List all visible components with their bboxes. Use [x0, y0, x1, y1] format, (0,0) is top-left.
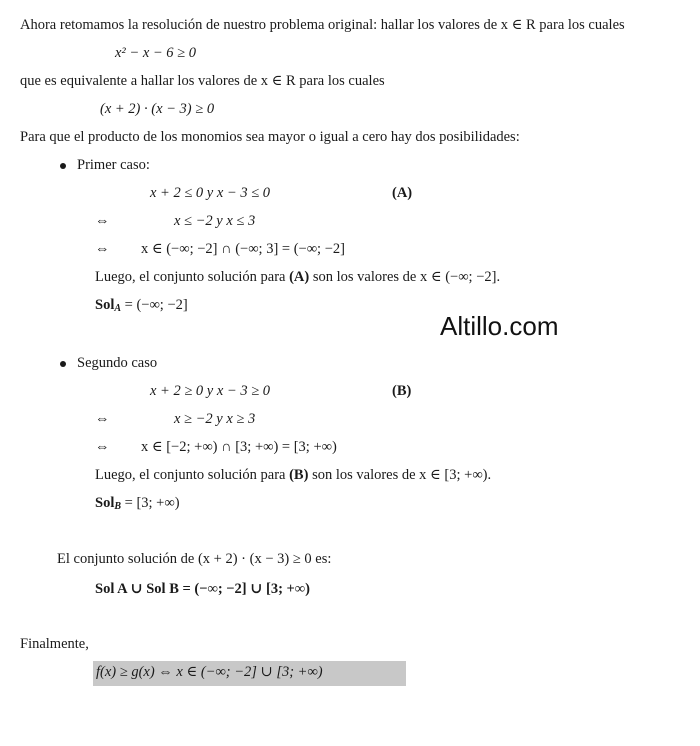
conclusion-label: (B) — [289, 467, 309, 483]
case-a-title: Primer caso: — [77, 157, 150, 173]
conclusion-text: Luego, el conjunto solución para — [95, 269, 286, 285]
conclusion-text: son los valores de x ∈ [3; +∞). — [312, 467, 492, 483]
conclusion-label: (A) — [289, 269, 310, 285]
case-b-title: Segundo caso — [77, 355, 158, 371]
case-a-step1: x + 2 ≤ 0 y x − 3 ≤ 0 — [150, 185, 271, 201]
case-b-label: (B) — [392, 383, 412, 399]
case-a-conclusion — [95, 269, 500, 286]
conclusion-text: son los valores de x ∈ (−∞; −2]. — [312, 269, 501, 285]
solution-value: = [3; +∞) — [124, 495, 180, 511]
watermark: Altillo.com — [440, 311, 559, 341]
case-b-step1: x + 2 ≥ 0 y x − 3 ≥ 0 — [150, 383, 271, 399]
bullet-icon — [60, 163, 66, 169]
case-a-label: (A) — [392, 185, 413, 201]
solution-name: Sol — [95, 297, 115, 313]
case-a-solution — [95, 297, 188, 314]
union-result: Sol A ∪ Sol B = (−∞; −2] ∪ [3; +∞) — [95, 581, 310, 597]
solution-value: = (−∞; −2] — [124, 297, 188, 313]
inequality-original: x² − x − 6 ≥ 0 — [115, 45, 196, 61]
inequality-factored: (x + 2) · (x − 3) ≥ 0 — [100, 101, 215, 117]
equivalence-arrow-icon: ⇔ — [95, 213, 110, 229]
case-b-step2: x ≥ −2 y x ≥ 3 — [174, 411, 256, 427]
solution-subscript: B — [114, 501, 122, 512]
equivalence-arrow-icon: ⇔ — [95, 439, 110, 455]
union-intro: El conjunto solución de (x + 2) · (x − 3) ≥ 0 es: — [57, 551, 332, 567]
case-b-step3: x ∈ [−2; +∞) ∩ [3; +∞) = [3; +∞) — [141, 439, 337, 455]
finally-label: Finalmente, — [20, 636, 89, 652]
solution-subscript: A — [114, 303, 122, 314]
case-a-step3: x ∈ (−∞; −2] ∩ (−∞; 3] = (−∞; −2] — [141, 241, 345, 257]
final-result: f(x) ≥ g(x) ⇔ x ∈ (−∞; −2] ∪ [3; +∞) — [96, 664, 323, 680]
bullet-icon — [60, 361, 66, 367]
intro-line: Ahora retomamos la resolución de nuestro problema original: hallar los valores de x ∈ R para los cuales — [20, 17, 625, 33]
case-a-step2: x ≤ −2 y x ≤ 3 — [174, 213, 256, 229]
equivalence-line: que es equivalente a hallar los valores de x ∈ R para los cuales — [20, 73, 385, 89]
case-b-conclusion — [95, 467, 491, 484]
equivalence-arrow-icon: ⇔ — [95, 411, 110, 427]
solution-name: Sol — [95, 495, 115, 511]
case-b-solution — [95, 495, 180, 512]
conclusion-text: Luego, el conjunto solución para — [95, 467, 286, 483]
product-line: Para que el producto de los monomios sea mayor o igual a cero hay dos posibilidades: — [20, 129, 520, 145]
equivalence-arrow-icon: ⇔ — [95, 241, 110, 257]
